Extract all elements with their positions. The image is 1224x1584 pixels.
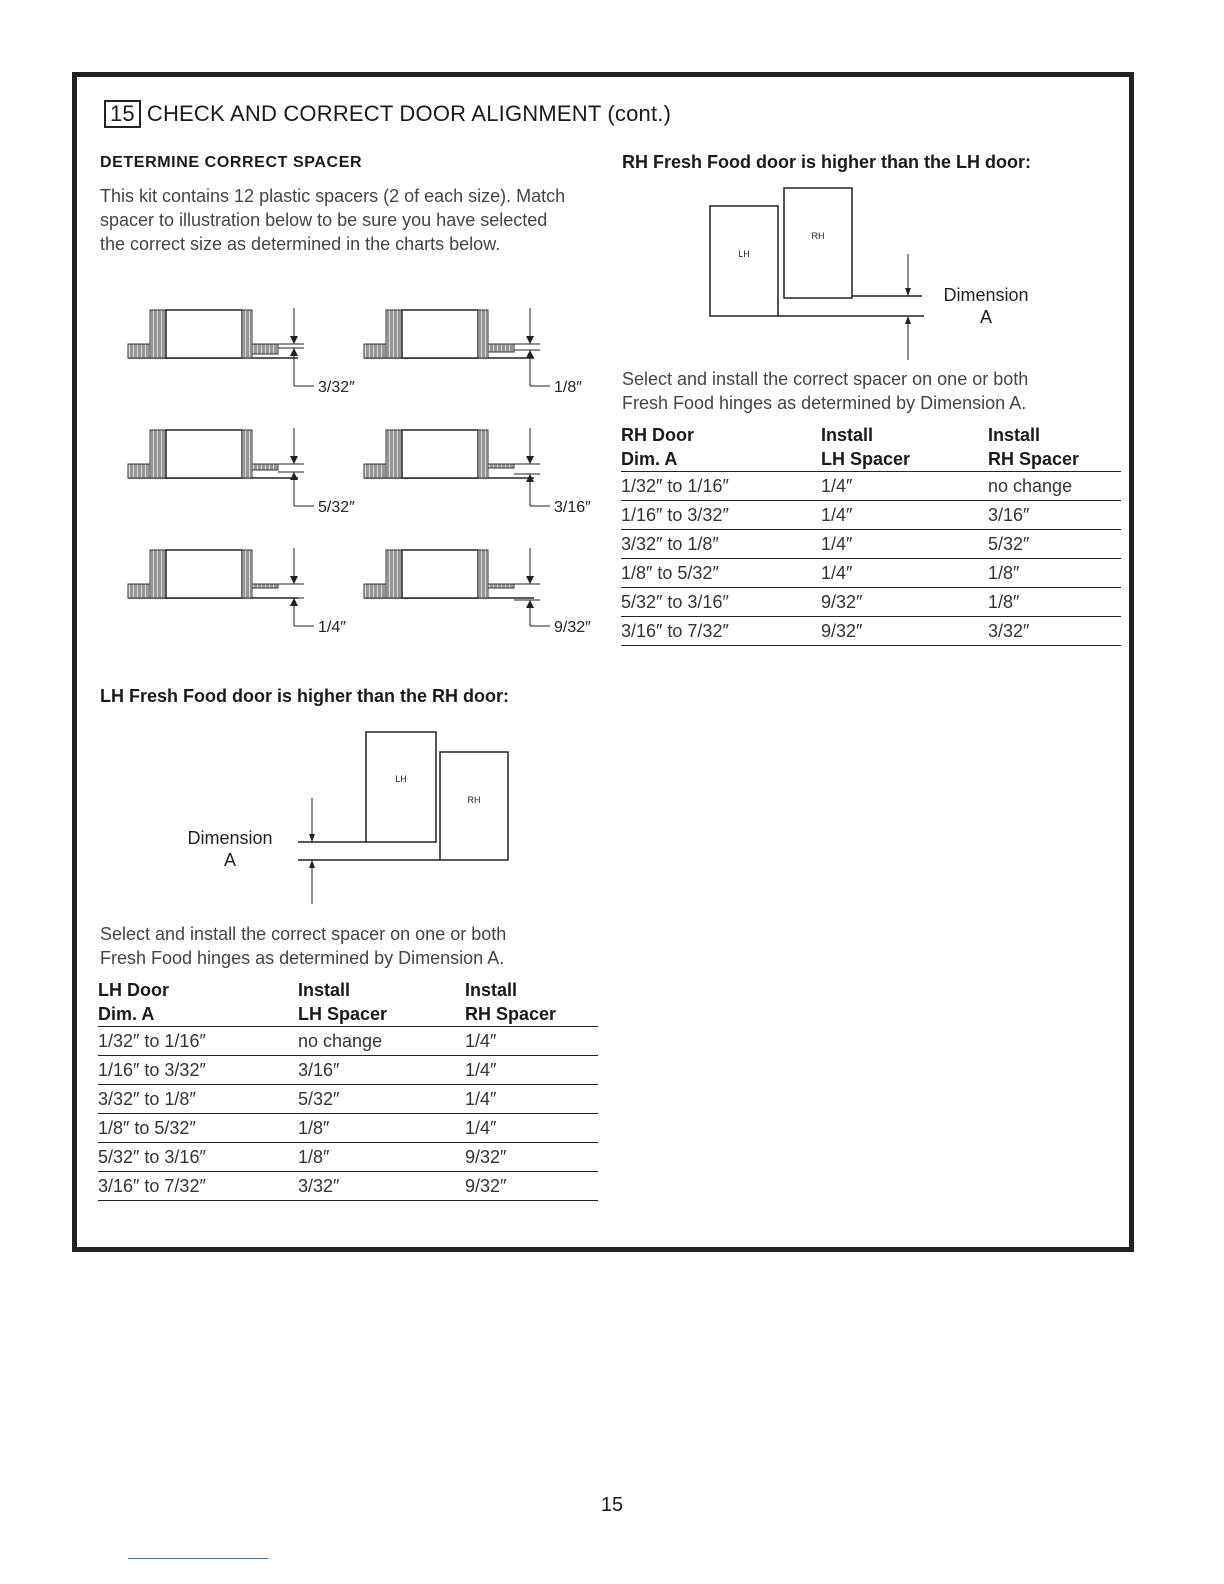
table-cell: 1/4″ <box>465 1056 598 1085</box>
table-row <box>621 501 1121 530</box>
table-cell: 5/32″ to 3/16″ <box>98 1143 298 1172</box>
rh-door-label: RH <box>811 231 825 241</box>
dimension-letter: A <box>223 850 237 870</box>
spacer-figure <box>128 548 346 636</box>
table-cell: 5/32″ <box>988 530 1121 559</box>
spacer-size-label: 1/8″ <box>554 379 582 396</box>
table-cell: 3/16″ <box>298 1056 465 1085</box>
table-header: LH Door Dim. A <box>98 980 169 1024</box>
rh-door-rect <box>784 188 852 298</box>
rh-door-label: RH <box>467 795 481 805</box>
table-cell: no change <box>298 1027 465 1056</box>
spacer-figure <box>128 308 355 396</box>
table-cell: 3/16″ to 7/32″ <box>98 1172 298 1201</box>
table-row <box>98 1114 598 1143</box>
table-cell: 1/16″ to 3/32″ <box>621 501 821 530</box>
table-cell: 5/32″ <box>298 1085 465 1114</box>
table-cell: 1/4″ <box>821 559 988 588</box>
table-cell: 3/32″ <box>298 1172 465 1201</box>
rh-instructions <box>622 367 1122 415</box>
dimension-label: Dimension <box>943 285 1029 305</box>
table-cell: 1/8″ <box>988 559 1121 588</box>
page-number: 15 <box>600 1494 624 1516</box>
spacer-size-label: 5/32″ <box>318 499 355 516</box>
rh-door-rect <box>440 752 508 860</box>
spacer-illustrations <box>110 290 610 660</box>
spacer-figure <box>364 428 591 516</box>
spacer-figure <box>128 428 355 516</box>
dimension-letter: A <box>979 307 993 327</box>
table-cell: 1/4″ <box>821 472 988 501</box>
instruction-line: Select and install the correct spacer on one or both <box>622 369 1029 389</box>
spacer-description-line: This kit contains 12 plastic spacers (2 of each size). Match <box>100 186 566 206</box>
table-cell: 1/8″ to 5/32″ <box>621 559 821 588</box>
table-cell: 1/4″ <box>465 1085 598 1114</box>
table-cell: no change <box>988 472 1121 501</box>
table-row <box>621 588 1121 617</box>
table-row <box>621 617 1121 646</box>
rh-door-diagram <box>700 184 1060 364</box>
table-cell: 1/8″ <box>298 1143 465 1172</box>
table-cell: 9/32″ <box>465 1172 598 1201</box>
spacer-size-label: 3/16″ <box>554 499 591 516</box>
table-row <box>98 1143 598 1172</box>
table-header: Install RH Spacer <box>465 980 557 1024</box>
table-cell: 9/32″ <box>821 588 988 617</box>
spacer-figure <box>364 548 591 636</box>
table-row <box>621 472 1121 501</box>
step-number-box: 15 <box>104 100 141 128</box>
table-cell: 3/32″ to 1/8″ <box>98 1085 298 1114</box>
table-header-row <box>621 423 1121 472</box>
table-cell: 1/4″ <box>821 530 988 559</box>
spacer-size-label: 9/32″ <box>554 619 591 636</box>
table-cell: 3/16″ <box>988 501 1121 530</box>
spacer-description-line: the correct size as determined in the charts below. <box>100 234 501 254</box>
lh-door-diagram <box>180 728 520 908</box>
page-title <box>104 100 671 128</box>
rh-spacer-table <box>621 423 1121 646</box>
lh-door-label: LH <box>738 249 750 259</box>
table-row <box>98 1027 598 1056</box>
lh-spacer-table <box>98 978 598 1201</box>
table-header-row <box>98 978 598 1027</box>
instruction-line: Select and install the correct spacer on one or both <box>100 924 507 944</box>
table-cell: 1/16″ to 3/32″ <box>98 1056 298 1085</box>
table-cell: 1/8″ to 5/32″ <box>98 1114 298 1143</box>
table-cell: 1/8″ <box>298 1114 465 1143</box>
table-header: Install RH Spacer <box>988 425 1080 469</box>
dimension-label: Dimension <box>187 828 273 848</box>
table-row <box>621 530 1121 559</box>
table-cell: 1/4″ <box>465 1027 598 1056</box>
table-header: Install LH Spacer <box>821 425 911 469</box>
spacer-figure <box>364 308 582 396</box>
table-row <box>98 1085 598 1114</box>
lh-door-label: LH <box>395 774 407 784</box>
table-cell: 1/4″ <box>821 501 988 530</box>
table-cell: 3/32″ <box>988 617 1121 646</box>
spacer-heading: DETERMINE CORRECT SPACER <box>100 154 363 171</box>
title-text: CHECK AND CORRECT DOOR ALIGNMENT (cont.) <box>146 101 672 126</box>
spacer-size-label: 3/32″ <box>318 379 355 396</box>
table-cell: 5/32″ to 3/16″ <box>621 588 821 617</box>
instruction-line: Fresh Food hinges as determined by Dimension A. <box>622 393 1027 413</box>
lh-door-rect <box>366 732 436 842</box>
table-cell: 9/32″ <box>465 1143 598 1172</box>
table-header: Install LH Spacer <box>298 980 388 1024</box>
table-row <box>98 1056 598 1085</box>
table-cell: 1/8″ <box>988 588 1121 617</box>
table-cell: 1/32″ to 1/16″ <box>98 1027 298 1056</box>
spacer-description-line: spacer to illustration below to be sure you have selected <box>100 210 548 230</box>
table-cell: 9/32″ <box>821 617 988 646</box>
table-row <box>621 559 1121 588</box>
rh-higher-heading: RH Fresh Food door is higher than the LH door: <box>622 152 1031 172</box>
spacer-description <box>100 184 610 256</box>
table-header: RH Door Dim. A <box>621 425 694 469</box>
table-cell: 1/4″ <box>465 1114 598 1143</box>
lh-higher-heading: LH Fresh Food door is higher than the RH door: <box>100 686 509 706</box>
table-cell: 3/32″ to 1/8″ <box>621 530 821 559</box>
table-cell: 3/16″ to 7/32″ <box>621 617 821 646</box>
spacer-size-label: 1/4″ <box>318 619 346 636</box>
lh-instructions <box>100 922 600 970</box>
footer-rule <box>128 1558 268 1559</box>
table-row <box>98 1172 598 1201</box>
instruction-line: Fresh Food hinges as determined by Dimension A. <box>100 948 505 968</box>
table-cell: 1/32″ to 1/16″ <box>621 472 821 501</box>
lh-door-rect <box>710 206 778 316</box>
